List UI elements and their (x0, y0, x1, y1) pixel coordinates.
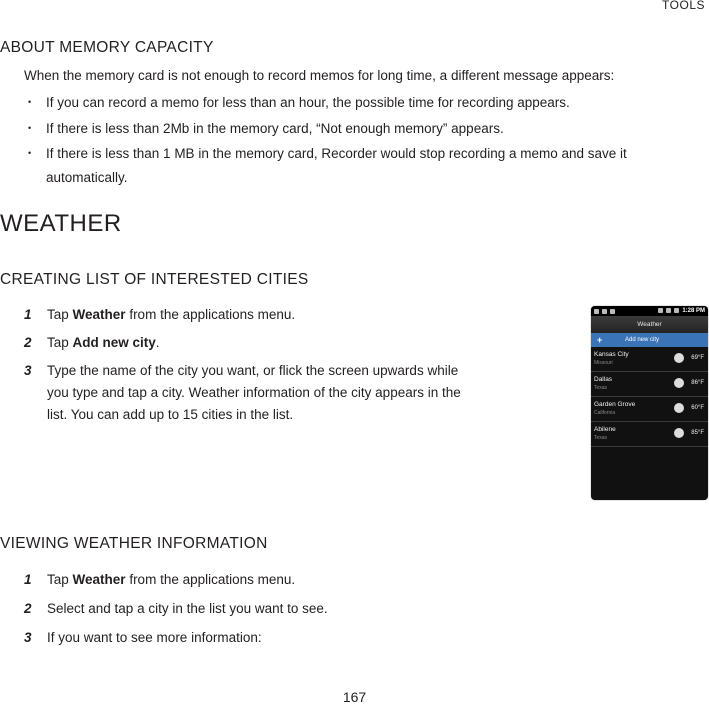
list-item: • If there is less than 1 MB in the memory card, Recorder would stop recording a memo and save it automatically. (24, 142, 696, 189)
notification-icon (594, 309, 599, 314)
plus-icon: + (597, 335, 603, 345)
memory-bullet-list (24, 91, 694, 191)
step-text: If you want to see more information: (47, 630, 262, 645)
wifi-icon (658, 308, 663, 313)
list-item: • If there is less than 2Mb in the memory card, “Not enough memory” appears. (24, 117, 694, 141)
signal-icon (666, 308, 671, 313)
weather-title: WEATHER (0, 210, 122, 237)
weather-icon (674, 353, 684, 363)
usb-icon (610, 309, 615, 314)
step-number: 2 (24, 601, 32, 616)
app-title: Weather (591, 316, 708, 333)
step-text: Tap Add new city. (47, 335, 160, 350)
creating-heading: CREATING LIST OF INTERESTED CITIES (0, 271, 309, 288)
page-number: 167 (342, 689, 367, 705)
step-number: 1 (24, 307, 32, 322)
step-text: Select and tap a city in the list you want to see. (47, 601, 328, 616)
city-row[interactable]: Kansas City Missouri 69°F (591, 347, 708, 372)
weather-icon (674, 428, 684, 438)
weather-icon (674, 378, 684, 388)
add-new-city-button[interactable]: + Add new city (591, 333, 708, 347)
step-number: 3 (24, 630, 32, 645)
step-number: 2 (24, 335, 32, 350)
memory-heading: ABOUT MEMORY CAPACITY (0, 39, 214, 56)
list-item: • If you can record a memo for less than an hour, the possible time for recording appears. (24, 91, 694, 115)
section-tag: TOOLS (662, 0, 705, 12)
viewing-heading: VIEWING WEATHER INFORMATION (0, 535, 268, 552)
step-text: list. You can add up to 15 cities in the list. (47, 407, 294, 422)
city-row[interactable]: Abilene Texas 85°F (591, 422, 708, 447)
city-row[interactable]: Dallas Texas 86°F (591, 372, 708, 397)
step-text: you type and tap a city. Weather information of the city appears in the (47, 385, 461, 400)
creating-step-3 (0, 358, 560, 438)
step-text: Tap Weather from the applications menu. (47, 307, 296, 322)
sync-icon (602, 309, 607, 314)
battery-icon (674, 308, 679, 313)
weather-icon (674, 403, 684, 413)
city-row[interactable]: Garden Grove California 60°F (591, 397, 708, 422)
step-text: Type the name of the city you want, or flick the screen upwards while (47, 363, 459, 378)
memory-intro: When the memory card is not enough to record memos for long time, a different message appears: (24, 68, 615, 83)
step-number: 3 (24, 363, 32, 378)
step-text: Tap Weather from the applications menu. (47, 572, 296, 587)
clock: 1:28 PM (682, 308, 705, 314)
weather-app-screenshot (591, 306, 708, 500)
step-number: 1 (24, 572, 32, 587)
status-bar (591, 306, 708, 316)
